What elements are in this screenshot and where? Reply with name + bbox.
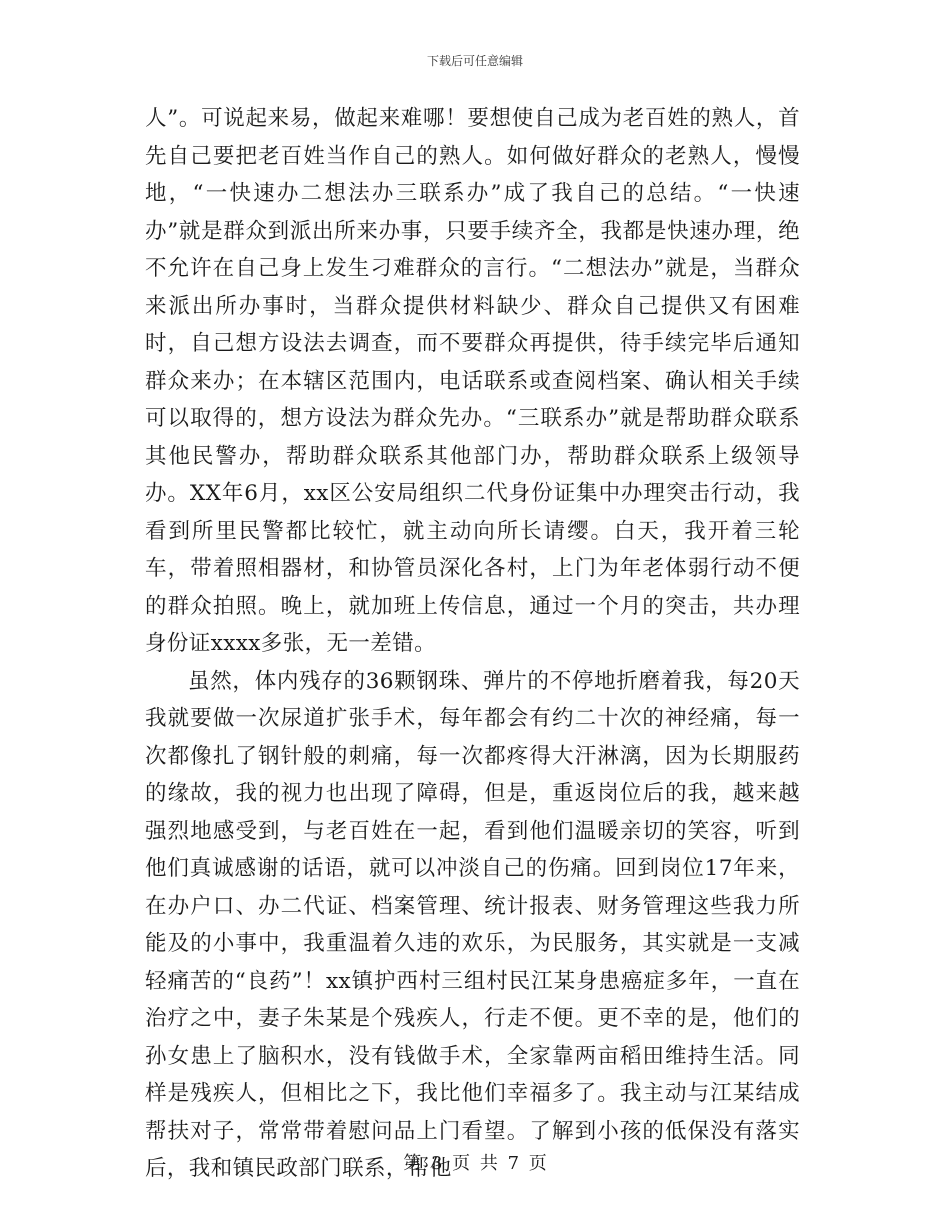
document-body	[145, 100, 800, 1188]
page-number: 第 3 页 共 7 页	[403, 1153, 547, 1174]
page-header: 下载后可任意编辑	[426, 54, 523, 68]
paragraph-1: 人”。可说起来易，做起来难哪！要想使自己成为老百姓的熟人，首先自己要把老百姓当作自己的熟人。如何做好群众的老熟人，慢慢地，“一快速办二想法办三联系办”成了我自己的总结。“一快速办”就是群众到派出所来办事，只要手续齐全，我都是快速办理，绝不允许在自己身上发生刁难群众的言行。“二想法办”就是，当群众来派出所办事时，当群众提供材料缺少、群众自己提供又有困难时，自己想方设法去调查，而不要群众再提供，待手续完毕后通知群众来办；在本辖区范围内，电话联系或查阅档案、确认相关手续可以取得的，想方设法为群众先办。“三联系办”就是帮助群众联系其他民警办，帮助群众联系其他部门办，帮助群众联系上级领导办。XX年6月，xx区公安局组织二代身份证集中办理突击行动，我看到所里民警都比较忙，就主动向所长请缨。白天，我开着三轮车，带着照相器材，和协管员深化各村，上门为年老体弱行动不便的群众拍照。晚上，就加班上传信息，通过一个月的突击，共办理身份证xxxx多张，无一差错。	[145, 106, 800, 656]
paragraph-2: 虽然，体内残存的36颗钢珠、弹片的不停地折磨着我，每20天我就要做一次尿道扩张手术，每年都会有约二十次的神经痛，每一次都像扎了钢针般的刺痛，每一次都疼得大汗淋漓，因为长期服药的缘故，我的视力也出现了障碍，但是，重返岗位后的我，越来越强烈地感受到，与老百姓在一起，看到他们温暖亲切的笑容，听到他们真诚感谢的话语，就可以冲淡自己的伤痛。回到岗位17年来，在办户口、办二代证、档案管理、统计报表、财务管理这些我力所能及的小事中，我重温着久违的欢乐，为民服务，其实就是一支减轻痛苦的“良药”！xx镇护西村三组村民江某身患癌症多年，一直在治疗之中，妻子朱某是个残疾人，行走不便。更不幸的是，他们的孙女患上了脑积水，没有钱做手术，全家靠两亩稻田维持生活。同样是残疾人，但相比之下，我比他们幸福多了。我主动与江某结成帮扶对子，常常带着慰问品上门看望。了解到小孩的低保没有落实后，我和镇民政部门联系，帮他	[145, 668, 800, 1181]
